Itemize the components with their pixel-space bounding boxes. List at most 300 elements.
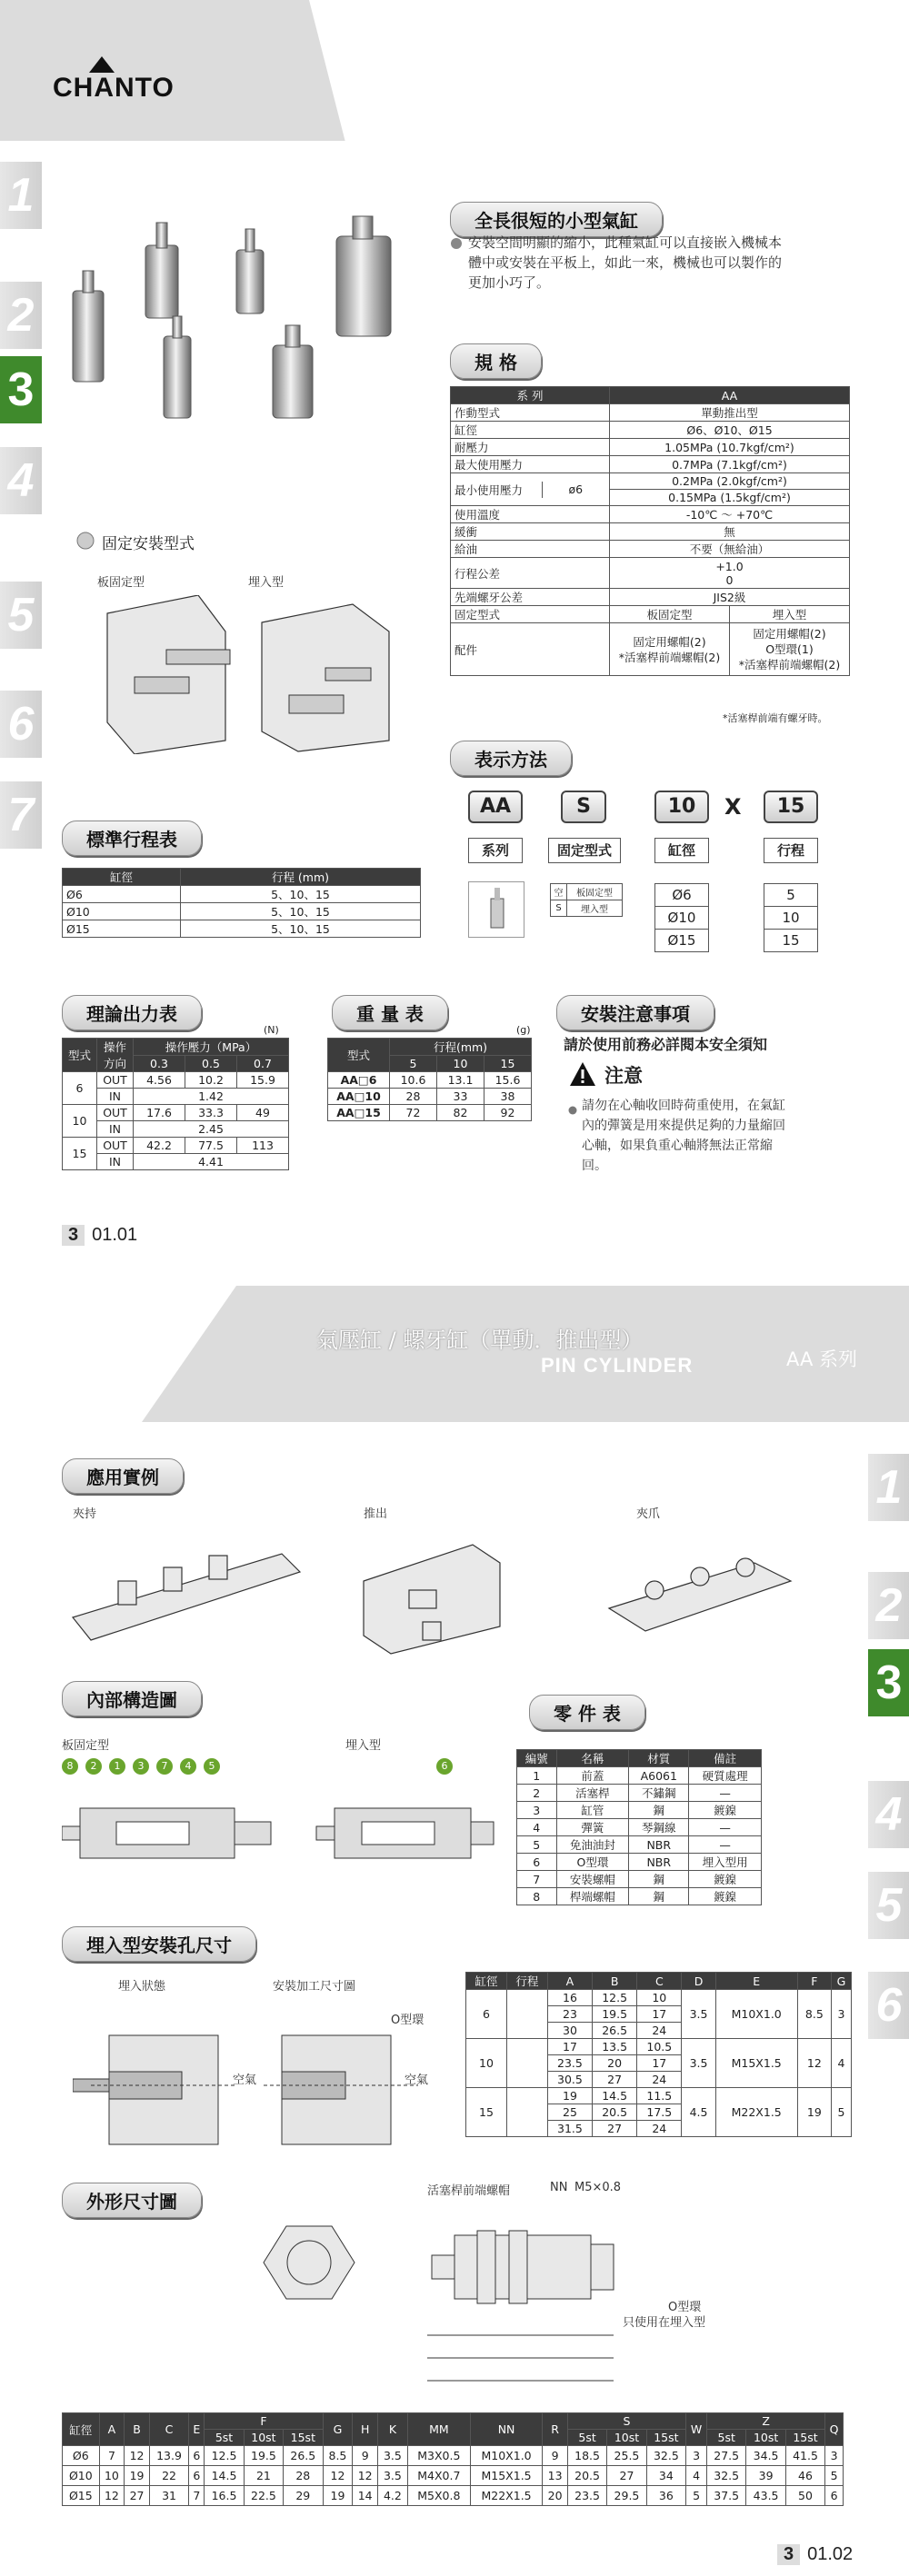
header-white-area: [309, 0, 909, 141]
table-cell: 30.5: [547, 2072, 592, 2088]
table-row: [764, 907, 818, 930]
table-cell: 20.5: [567, 2466, 606, 2486]
table-row: [451, 422, 850, 439]
table-row: [466, 1990, 852, 2006]
spec-value: 無: [610, 523, 850, 541]
internal-section-drawing: [62, 1781, 498, 1895]
table-row: [451, 456, 850, 473]
spec-value: -10℃ ～ +70℃: [610, 506, 850, 523]
table-row: [451, 439, 850, 456]
table-cell: 20: [593, 2055, 637, 2072]
caution-title: 安裝注意事項: [556, 995, 714, 1030]
table-cell: 15: [63, 1138, 97, 1170]
table-row: [655, 907, 709, 930]
outline-title-pill: [62, 2183, 202, 2218]
product-photo: [55, 209, 427, 436]
spec-title-pill: [450, 343, 542, 379]
spec-label: 缸徑: [451, 422, 610, 439]
col-p3: 0.7: [237, 1056, 289, 1072]
spec-head-model: AA: [610, 387, 850, 404]
band-title: 氣壓缸 / 螺牙缸（單動．推出型）: [316, 1328, 644, 1353]
order-code-series: AA: [468, 791, 523, 823]
table-row: [517, 1871, 762, 1888]
table-cell: 14.5: [205, 2466, 244, 2486]
dims-col-head: 15st: [284, 2430, 323, 2446]
table-cell: 鍍鎳: [689, 1871, 762, 1888]
table-cell: 6: [63, 1072, 97, 1105]
table-cell: 12: [797, 2039, 831, 2088]
table-row: [328, 1072, 532, 1089]
outline-nn-label: NN: [550, 2181, 568, 2194]
table-cell: Ø10: [63, 903, 181, 920]
stroke-table: [62, 868, 421, 938]
table-cell: 18.5: [567, 2446, 606, 2466]
table-cell: 10: [764, 907, 818, 930]
acc-item: *活塞桿前端螺帽(2): [738, 658, 841, 671]
table-cell: 鋼: [629, 1888, 689, 1905]
col-s1: 5: [390, 1056, 437, 1072]
order-code-stroke: 15: [764, 791, 818, 823]
table-cell: 3.5: [378, 2446, 408, 2466]
table-cell: 1: [517, 1767, 557, 1785]
table-cell: 92: [484, 1105, 532, 1121]
table-cell: 77.5: [185, 1138, 237, 1154]
table-cell: 25: [547, 2104, 592, 2121]
band-series: AA 系列: [786, 1348, 857, 1370]
table-cell: [506, 1990, 547, 2039]
table-cell: 33: [437, 1089, 484, 1105]
force-title: 理論出力表: [62, 995, 202, 1030]
internal-title: 內部構造圖: [62, 1681, 202, 1716]
table-cell: NBR: [629, 1854, 689, 1871]
table-cell: 5: [764, 884, 818, 907]
col-direction: 操作方向: [97, 1039, 134, 1072]
table-cell: 27: [125, 2486, 150, 2506]
table-cell: 3.5: [682, 2039, 715, 2088]
col-remark: 備註: [689, 1750, 762, 1767]
table-cell: 31.5: [547, 2121, 592, 2137]
table-cell: 8.5: [797, 1990, 831, 2039]
table-cell: 33.3: [185, 1105, 237, 1121]
table-cell: 鍍鎳: [689, 1888, 762, 1905]
order-stroke-table: [764, 883, 818, 952]
table-cell: 4.2: [378, 2486, 408, 2506]
col-stroke: 行程: [506, 1973, 547, 1990]
table-cell: OUT: [97, 1072, 134, 1089]
spec-note: *活塞桿前端有螺牙時。: [723, 712, 828, 724]
side-tab-right-4[interactable]: 4: [868, 1781, 909, 1848]
table-cell: 13.1: [437, 1072, 484, 1089]
table-cell: 11.5: [637, 2088, 682, 2104]
table-row: [451, 523, 850, 541]
embed-machining-label: 安裝加工尺寸圖: [273, 1980, 356, 1994]
force-title-pill: [62, 995, 202, 1030]
side-tab-1[interactable]: 1: [0, 162, 42, 229]
outline-drawing: [245, 2199, 691, 2399]
embed-state-label: 埋入狀態: [118, 1980, 166, 1994]
caution-warn-label: 注意: [604, 1065, 643, 1087]
table-cell: 36: [646, 2486, 685, 2506]
table-row: [655, 884, 709, 907]
embed-oring-label: O型環: [391, 2014, 425, 2027]
table-cell: 板固定型: [567, 884, 623, 900]
table-cell: 42.2: [134, 1138, 185, 1154]
table-cell: 6: [466, 1990, 507, 2039]
order-product-image: [468, 881, 524, 938]
table-cell: 3: [517, 1802, 557, 1819]
col-b: B: [593, 1973, 637, 1990]
dims-col-head: C: [149, 2413, 188, 2446]
table-cell: 9: [353, 2446, 378, 2466]
order-label-series: 系列: [468, 838, 523, 863]
acc-item: *活塞桿前端螺帽(2): [618, 650, 721, 664]
stroke-title: 標準行程表: [62, 821, 202, 856]
side-tab-6[interactable]: 6: [0, 691, 42, 758]
table-cell: 琴鋼線: [629, 1819, 689, 1836]
col-c: C: [637, 1973, 682, 1990]
internal-embed-label: 埋入型: [345, 1739, 382, 1753]
table-cell: 72: [390, 1105, 437, 1121]
spec-label: 固定型式: [451, 606, 610, 623]
table-cell: O型環: [556, 1854, 629, 1871]
spec-value: 不要（無給油）: [610, 541, 850, 558]
table-cell: M5X0.8: [407, 2486, 470, 2506]
side-tab-right-6[interactable]: 6: [868, 1972, 909, 2039]
table-cell: AA□6: [328, 1072, 390, 1089]
intro-title: 全長很短的小型氣缸: [450, 202, 663, 237]
side-tab-right-5[interactable]: 5: [868, 1872, 909, 1939]
table-row: [63, 1138, 289, 1154]
caution-title-pill: [556, 995, 714, 1030]
table-cell: 4.56: [134, 1072, 185, 1089]
table-cell: M10X1.0: [715, 1990, 797, 2039]
table-cell: 6: [189, 2466, 205, 2486]
col-f: F: [797, 1973, 831, 1990]
table-cell: 2: [517, 1785, 557, 1802]
table-row: [451, 623, 850, 676]
acc-item: 固定用螺帽(2): [753, 627, 826, 641]
app-push-label: 推出: [364, 1507, 388, 1521]
col-bore: 缸徑: [466, 1973, 507, 1990]
spec-value: 0.15MPa (1.5kgf/cm²): [610, 490, 850, 506]
part-badge: 1: [109, 1758, 125, 1775]
table-row: [517, 1854, 762, 1871]
spec-label: 使用溫度: [451, 506, 610, 523]
parts-table: [516, 1749, 762, 1905]
table-cell: 16.5: [205, 2486, 244, 2506]
table-row: [63, 2466, 844, 2486]
table-row: [466, 2039, 852, 2055]
spec-title: 規 格: [450, 343, 542, 379]
table-cell: 39: [746, 2466, 785, 2486]
table-cell: 24: [637, 2121, 682, 2137]
table-cell: 3: [686, 2446, 707, 2466]
table-cell: 12: [125, 2446, 150, 2466]
table-cell: 4: [686, 2466, 707, 2486]
table-row: [63, 2486, 844, 2506]
table-cell: Ø15: [655, 930, 709, 952]
table-cell: 10: [99, 2466, 125, 2486]
table-cell: [506, 2088, 547, 2137]
table-cell: 34.5: [746, 2446, 785, 2466]
table-cell: IN: [97, 1089, 134, 1105]
table-row: [451, 506, 850, 523]
table-cell: Ø6: [63, 886, 181, 903]
spec-tol-plus: +1.0: [715, 559, 744, 573]
dims-col-head: K: [378, 2413, 408, 2446]
part-badge: 7: [156, 1758, 173, 1775]
table-cell: 5: [825, 2466, 844, 2486]
table-cell: 82: [437, 1105, 484, 1121]
table-cell: 17.5: [637, 2104, 682, 2121]
dims-col-head: 15st: [646, 2430, 685, 2446]
table-cell: Ø10: [63, 2466, 100, 2486]
table-cell: 鋼: [629, 1802, 689, 1819]
spec-table: [450, 386, 850, 676]
side-tab-4[interactable]: 4: [0, 447, 42, 514]
table-cell: 15: [466, 2088, 507, 2137]
table-cell: 10: [637, 1990, 682, 2006]
table-cell: 12: [353, 2466, 378, 2486]
outline-oring-label: O型環: [668, 2301, 702, 2314]
embed-table: [465, 1972, 852, 2137]
spec-value: 0.2MPa (2.0kgf/cm²): [610, 473, 850, 490]
table-row: [328, 1089, 532, 1105]
table-cell: 埋入型用: [689, 1854, 762, 1871]
parts-title-pill: [529, 1695, 645, 1730]
dims-col-head: 10st: [607, 2430, 646, 2446]
table-row: [328, 1105, 532, 1121]
table-cell: 不鏽鋼: [629, 1785, 689, 1802]
col-d: D: [682, 1973, 715, 1990]
parts-title: 零 件 表: [529, 1695, 645, 1730]
dims-col-head: W: [686, 2413, 707, 2446]
table-cell: AA□15: [328, 1105, 390, 1121]
embed-title: 埋入型安裝孔尺寸: [62, 1926, 256, 1962]
table-cell: IN: [97, 1121, 134, 1138]
embed-air-label-a: 空氣: [233, 2074, 257, 2087]
table-cell: 空: [551, 884, 567, 900]
spec-label: 最大使用壓力: [451, 456, 610, 473]
table-cell: —: [689, 1785, 762, 1802]
table-row: [764, 884, 818, 907]
dims-col-head: H: [353, 2413, 378, 2446]
table-cell: 22.5: [244, 2486, 283, 2506]
table-cell: M22X1.5: [715, 2088, 797, 2137]
spec-value: 1.05MPa (10.7kgf/cm²): [610, 439, 850, 456]
side-tab-right-1[interactable]: 1: [868, 1454, 909, 1521]
dims-col-head: A: [99, 2413, 125, 2446]
table-cell: 50: [785, 2486, 824, 2506]
spec-label: 最小使用壓力: [454, 482, 524, 497]
table-cell: Ø15: [63, 920, 181, 938]
table-cell: 12.5: [205, 2446, 244, 2466]
order-code-x: X: [724, 794, 742, 820]
table-cell: 19.5: [244, 2446, 283, 2466]
dims-col-head: G: [323, 2413, 353, 2446]
table-cell: 23: [547, 2006, 592, 2023]
col-bore: 缸徑: [63, 869, 181, 886]
mount-plate-label: 板固定型: [97, 576, 145, 590]
internal-part-numbers: [62, 1758, 220, 1775]
table-cell: 硬質處理: [689, 1767, 762, 1785]
table-cell: 鍍鎳: [689, 1802, 762, 1819]
app-gripper-label: 夾爪: [636, 1507, 661, 1521]
table-cell: 113: [237, 1138, 289, 1154]
table-cell: M3X0.5: [407, 2446, 470, 2466]
dims-col-head: 5st: [707, 2430, 746, 2446]
table-row: [551, 884, 623, 900]
table-cell: 6: [825, 2486, 844, 2506]
dims-col-head: MM: [407, 2413, 470, 2446]
side-tab-3[interactable]: 3: [0, 356, 42, 423]
table-cell: 4.5: [682, 2088, 715, 2137]
table-cell: Ø10: [655, 907, 709, 930]
table-row: [63, 920, 421, 938]
outline-title: 外形尺寸圖: [62, 2183, 202, 2218]
table-cell: M15X1.5: [470, 2466, 542, 2486]
side-tab-right-2[interactable]: 2: [868, 1572, 909, 1639]
side-tab-right-3[interactable]: 3: [868, 1649, 909, 1716]
part-badge: 5: [204, 1758, 220, 1775]
internal-title-pill: [62, 1681, 202, 1716]
table-cell: —: [689, 1819, 762, 1836]
table-cell: 14.5: [593, 2088, 637, 2104]
side-tab-2[interactable]: 2: [0, 282, 42, 349]
weight-title: 重 量 表: [332, 995, 448, 1030]
table-cell: 3: [831, 1990, 851, 2039]
table-cell: IN: [97, 1154, 134, 1170]
side-tab-5[interactable]: 5: [0, 582, 42, 649]
spec-label: 緩衝: [451, 523, 610, 541]
spec-label: 配件: [451, 623, 610, 676]
table-cell: 彈簧: [556, 1819, 629, 1836]
table-cell: 7: [99, 2446, 125, 2466]
table-cell: 27: [607, 2466, 646, 2486]
table-cell: A6061: [629, 1767, 689, 1785]
table-cell: S: [551, 900, 567, 917]
spec-sub-label: ø6: [542, 482, 609, 498]
table-row: [63, 886, 421, 903]
page-number-1: [62, 1225, 137, 1246]
table-cell: 17: [547, 2039, 592, 2055]
table-row: [764, 930, 818, 952]
table-row: [63, 2446, 844, 2466]
table-cell: 14: [353, 2486, 378, 2506]
weight-title-pill: [332, 995, 448, 1030]
table-row: [451, 473, 850, 490]
table-cell: 缸管: [556, 1802, 629, 1819]
table-cell: 7: [517, 1871, 557, 1888]
spec-value: JIS2級: [610, 589, 850, 606]
page-sub: 01.01: [92, 1225, 138, 1245]
page-number-2: [777, 2544, 853, 2565]
order-code-mount: S: [561, 791, 606, 823]
part-badge: 6: [436, 1758, 453, 1775]
col-type: 型式: [63, 1039, 97, 1072]
col-stroke: 行程 (mm): [181, 869, 421, 886]
part-badge: 8: [62, 1758, 78, 1775]
table-cell: 29.5: [607, 2486, 646, 2506]
dims-col-head: B: [125, 2413, 150, 2446]
col-stroke: 行程(mm): [390, 1039, 532, 1056]
table-cell: M22X1.5: [470, 2486, 542, 2506]
dims-col-head: S: [567, 2413, 685, 2430]
app-clamp-label: 夾持: [73, 1507, 97, 1521]
order-title-pill: [450, 741, 572, 776]
table-cell: 29: [284, 2486, 323, 2506]
table-cell: 活塞桿: [556, 1785, 629, 1802]
table-cell: 鋼: [629, 1871, 689, 1888]
part-badge: 2: [85, 1758, 102, 1775]
table-cell: 24: [637, 2072, 682, 2088]
table-row: [63, 903, 421, 920]
col-type: 型式: [328, 1039, 390, 1072]
bullet-circle-icon: [76, 532, 96, 552]
table-cell: 15: [764, 930, 818, 952]
table-row: [517, 1836, 762, 1854]
table-cell: 15.9: [237, 1072, 289, 1089]
table-cell: 10.2: [185, 1072, 237, 1089]
table-cell: 28: [284, 2466, 323, 2486]
table-cell: 10.6: [390, 1072, 437, 1089]
table-cell: 3.5: [378, 2466, 408, 2486]
table-cell: 21: [244, 2466, 283, 2486]
order-label-bore: 缸徑: [654, 838, 709, 863]
col-p1: 0.3: [134, 1056, 185, 1072]
table-cell: 26.5: [284, 2446, 323, 2466]
order-mount-table: [550, 883, 623, 917]
col-p2: 0.5: [185, 1056, 237, 1072]
table-cell: —: [689, 1836, 762, 1854]
table-cell: 13: [543, 2466, 568, 2486]
table-cell: M15X1.5: [715, 2039, 797, 2088]
outline-m-label: M5×0.8: [574, 2181, 622, 2194]
spec-label: 行程公差: [451, 558, 610, 589]
table-cell: OUT: [97, 1105, 134, 1121]
brand-logo: CHANTO: [53, 73, 175, 103]
table-cell: 37.5: [707, 2486, 746, 2506]
apps-title-pill: [62, 1458, 184, 1494]
table-cell: 38: [484, 1089, 532, 1105]
table-cell: 34: [646, 2466, 685, 2486]
table-row: [63, 1072, 289, 1089]
table-cell: 8.5: [323, 2446, 353, 2466]
acc-item: O型環(1): [765, 642, 814, 656]
table-cell: 12: [323, 2466, 353, 2486]
page-chapter: 3: [777, 2544, 800, 2565]
table-cell: 22: [149, 2466, 188, 2486]
table-row: [451, 404, 850, 422]
table-row: [451, 558, 850, 589]
table-cell: 49: [237, 1105, 289, 1121]
table-cell: 19: [125, 2466, 150, 2486]
table-cell: 41.5: [785, 2446, 824, 2466]
outline-only-label: 只使用在埋入型: [623, 2316, 706, 2330]
table-cell: 23.5: [547, 2055, 592, 2072]
table-cell: 32.5: [646, 2446, 685, 2466]
table-row: [517, 1767, 762, 1785]
table-row: [517, 1819, 762, 1836]
dims-col-head: Q: [825, 2413, 844, 2446]
table-cell: 8: [517, 1888, 557, 1905]
table-cell: 19.5: [593, 2006, 637, 2023]
side-tab-7[interactable]: 7: [0, 781, 42, 849]
mount-types-drawing: [89, 595, 403, 754]
table-cell: 5: [517, 1836, 557, 1854]
table-cell: 7: [189, 2486, 205, 2506]
table-cell: 27: [593, 2121, 637, 2137]
